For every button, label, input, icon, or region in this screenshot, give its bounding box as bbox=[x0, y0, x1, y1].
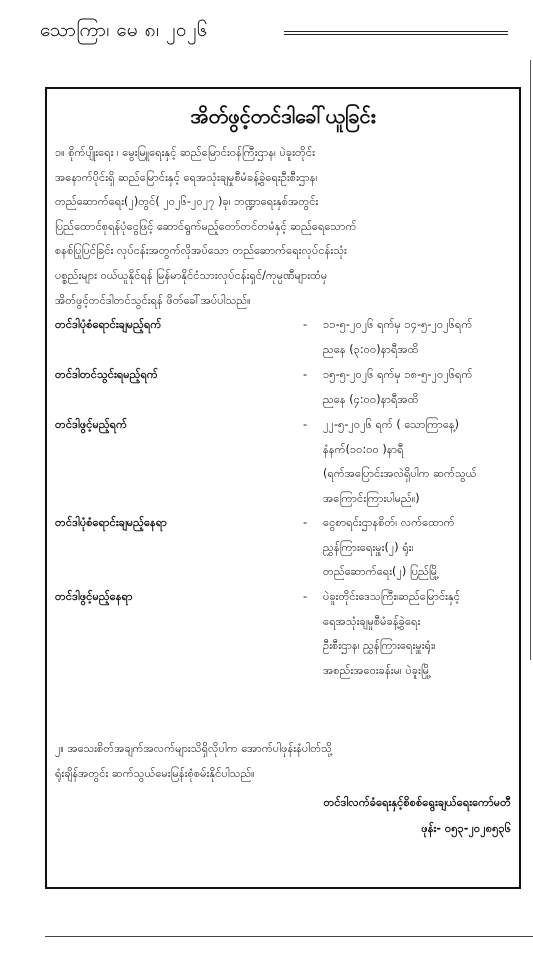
paragraph-1 bbox=[55, 141, 517, 313]
paragraph-1-line: အိတ်ဖွင့်တင်ဒါတင်သွင်းရန် ဖိတ်ခေါ်အပ်ပါသည်။ bbox=[55, 293, 251, 307]
paragraph-1-line: ပစ္စည်းများ ဝယ်ယူနိုင်ရန် မြန်မာနိုင်ငံသားလုပ်ငန်းရှင်/ကုမ္ပဏီများထံမှ bbox=[55, 268, 328, 282]
schedule-value bbox=[323, 413, 519, 511]
contact-phone: ဖုန်း- ၀၅၃-၂၀၂၈၅၃၆ bbox=[421, 822, 511, 835]
schedule-value bbox=[323, 585, 519, 683]
schedule-value-line: ၂၂-၅-၂၀၂၆ ရက် ( သောကြာနေ့) bbox=[323, 418, 460, 431]
paragraph-1-line: ၁။ စိုက်ပျိုးရေး ၊ မွေးမြူရေးနှင့် ဆည်မြောင်းဝန်ကြီးဌာန၊ ပဲခူးတိုင်း bbox=[55, 146, 315, 159]
paragraph-1-line: အနောက်ပိုင်းရှိ ဆည်မြောင်းနှင့် ရေအသုံးချမှုစီမံခန့်ခွဲရေးဦးစီးဌာန၊ bbox=[55, 170, 318, 184]
paragraph-1-line: စနစ်ပြုပြင်ခြင်း လုပ်ငန်းအတွက်လိုအပ်သော တည်ဆောက်ရေးလုပ်ငန်းသုံး bbox=[55, 244, 347, 258]
schedule-label: တင်ဒါပုံစံရောင်းချမည့်ရက် bbox=[55, 318, 162, 331]
schedule-value bbox=[323, 363, 519, 412]
committee-signature: တင်ဒါလက်ခံရေးနှင့်စိစစ်ရွေးချယ်ရေးကော်မတီ bbox=[323, 796, 511, 809]
schedule-dash: - bbox=[303, 418, 308, 431]
schedule-value-line: တည်ဆောက်ရေး(၂) ပြည်မြို့ bbox=[323, 565, 439, 579]
schedule-value-line: ဦးစီးဌာန၊ ညွှန်ကြားရေးမှူးရုံး၊ bbox=[323, 639, 436, 653]
schedule-dash: - bbox=[303, 368, 308, 381]
schedule-value-line: နံနက်(၁၀:၀၀ )နာရီ bbox=[323, 442, 404, 456]
schedule-value-line: ညွှန်ကြားရေးမှူး(၂) ရုံး၊ bbox=[323, 540, 414, 554]
tender-notice-box bbox=[45, 87, 521, 889]
date-header: သောကြာ၊ မေ ၈၊ ၂၀၂၆ bbox=[40, 19, 209, 41]
schedule-dash: - bbox=[303, 516, 308, 529]
schedule-label: တင်ဒါပုံစံရောင်းချမည့်နေရာ bbox=[55, 516, 167, 529]
schedule-value-line: အစည်းအဝေးခန်းမ၊ ပဲခူးမြို့ bbox=[323, 663, 431, 677]
paragraph-2 bbox=[55, 737, 517, 786]
paragraph-1-line: တည်ဆောက်ရေး(၂)တွင်( ၂၀၂၆-၂၀၂၇ )ခု၊ ဘဏ္ဍာရေးနှစ်အတွင်း bbox=[55, 195, 319, 209]
schedule-value-line: ၁၁-၅-၂၀၂၆ ရက်မှ ၁၄-၅-၂၀၂၆ရက် bbox=[323, 318, 473, 331]
schedule-value-line: ငွေစာရင်းဌာနစိတ်၊ လက်ထောက် bbox=[323, 516, 455, 529]
schedule-value-line: ညနေ (၄:၀၀)နာရီအထိ bbox=[323, 392, 419, 406]
paragraph-2-line: ရုံးချိန်အတွင်း ဆက်သွယ်မေးမြန်းစုံစမ်းနိုင်ပါသည်။ bbox=[55, 766, 255, 780]
schedule-value-line: ညနေ (၃:၀၀)နာရီအထိ bbox=[323, 342, 419, 356]
schedule-label: တင်ဒါတင်သွင်းရမည့်ရက် bbox=[55, 368, 158, 381]
schedule-value-line: အကြောင်းကြားပါမည်။) bbox=[323, 491, 420, 505]
schedule-dash: - bbox=[303, 318, 308, 331]
schedule-value-line: ရေအသုံးချမှုစီမံခန့်ခွဲရေး bbox=[323, 614, 421, 628]
right-column-edge bbox=[530, 60, 531, 660]
notice-title: အိတ်ဖွင့်တင်ဒါခေါ်ယူခြင်း bbox=[190, 104, 376, 128]
paragraph-2-line: ၂။ အသေးစိတ်အချက်အလက်များသိရှိလိုပါက အောက်ပါဖုန်းနံပါတ်သို့ bbox=[55, 742, 332, 755]
paragraph-1-line: ပြည်ထောင်စုရန်ပုံငွေဖြင့် ဆောင်ရွက်မည့်တော်တင်တမံနှင့် ဆည်ရေသောက် bbox=[55, 219, 357, 233]
header-rule bbox=[284, 31, 508, 35]
schedule-value bbox=[323, 511, 519, 585]
schedule-value-line: ပဲခူးတိုင်းဒေသကြီး၊ဆည်မြောင်းနှင့် bbox=[323, 590, 461, 603]
schedule-label: တင်ဒါဖွင့်မည့်နေရာ bbox=[55, 590, 133, 603]
schedule-value-line: ၁၅-၅-၂၀၂၆ ရက်မှ ၁၈-၅-၂၀၂၆ရက် bbox=[323, 368, 473, 381]
schedule-value bbox=[323, 313, 519, 362]
schedule-value-line: (ရက်အပြောင်းအလဲရှိပါက ဆက်သွယ် bbox=[323, 467, 477, 481]
bottom-rule bbox=[45, 936, 533, 937]
schedule-dash: - bbox=[303, 590, 308, 603]
schedule-label: တင်ဒါဖွင့်မည့်ရက် bbox=[55, 418, 128, 431]
